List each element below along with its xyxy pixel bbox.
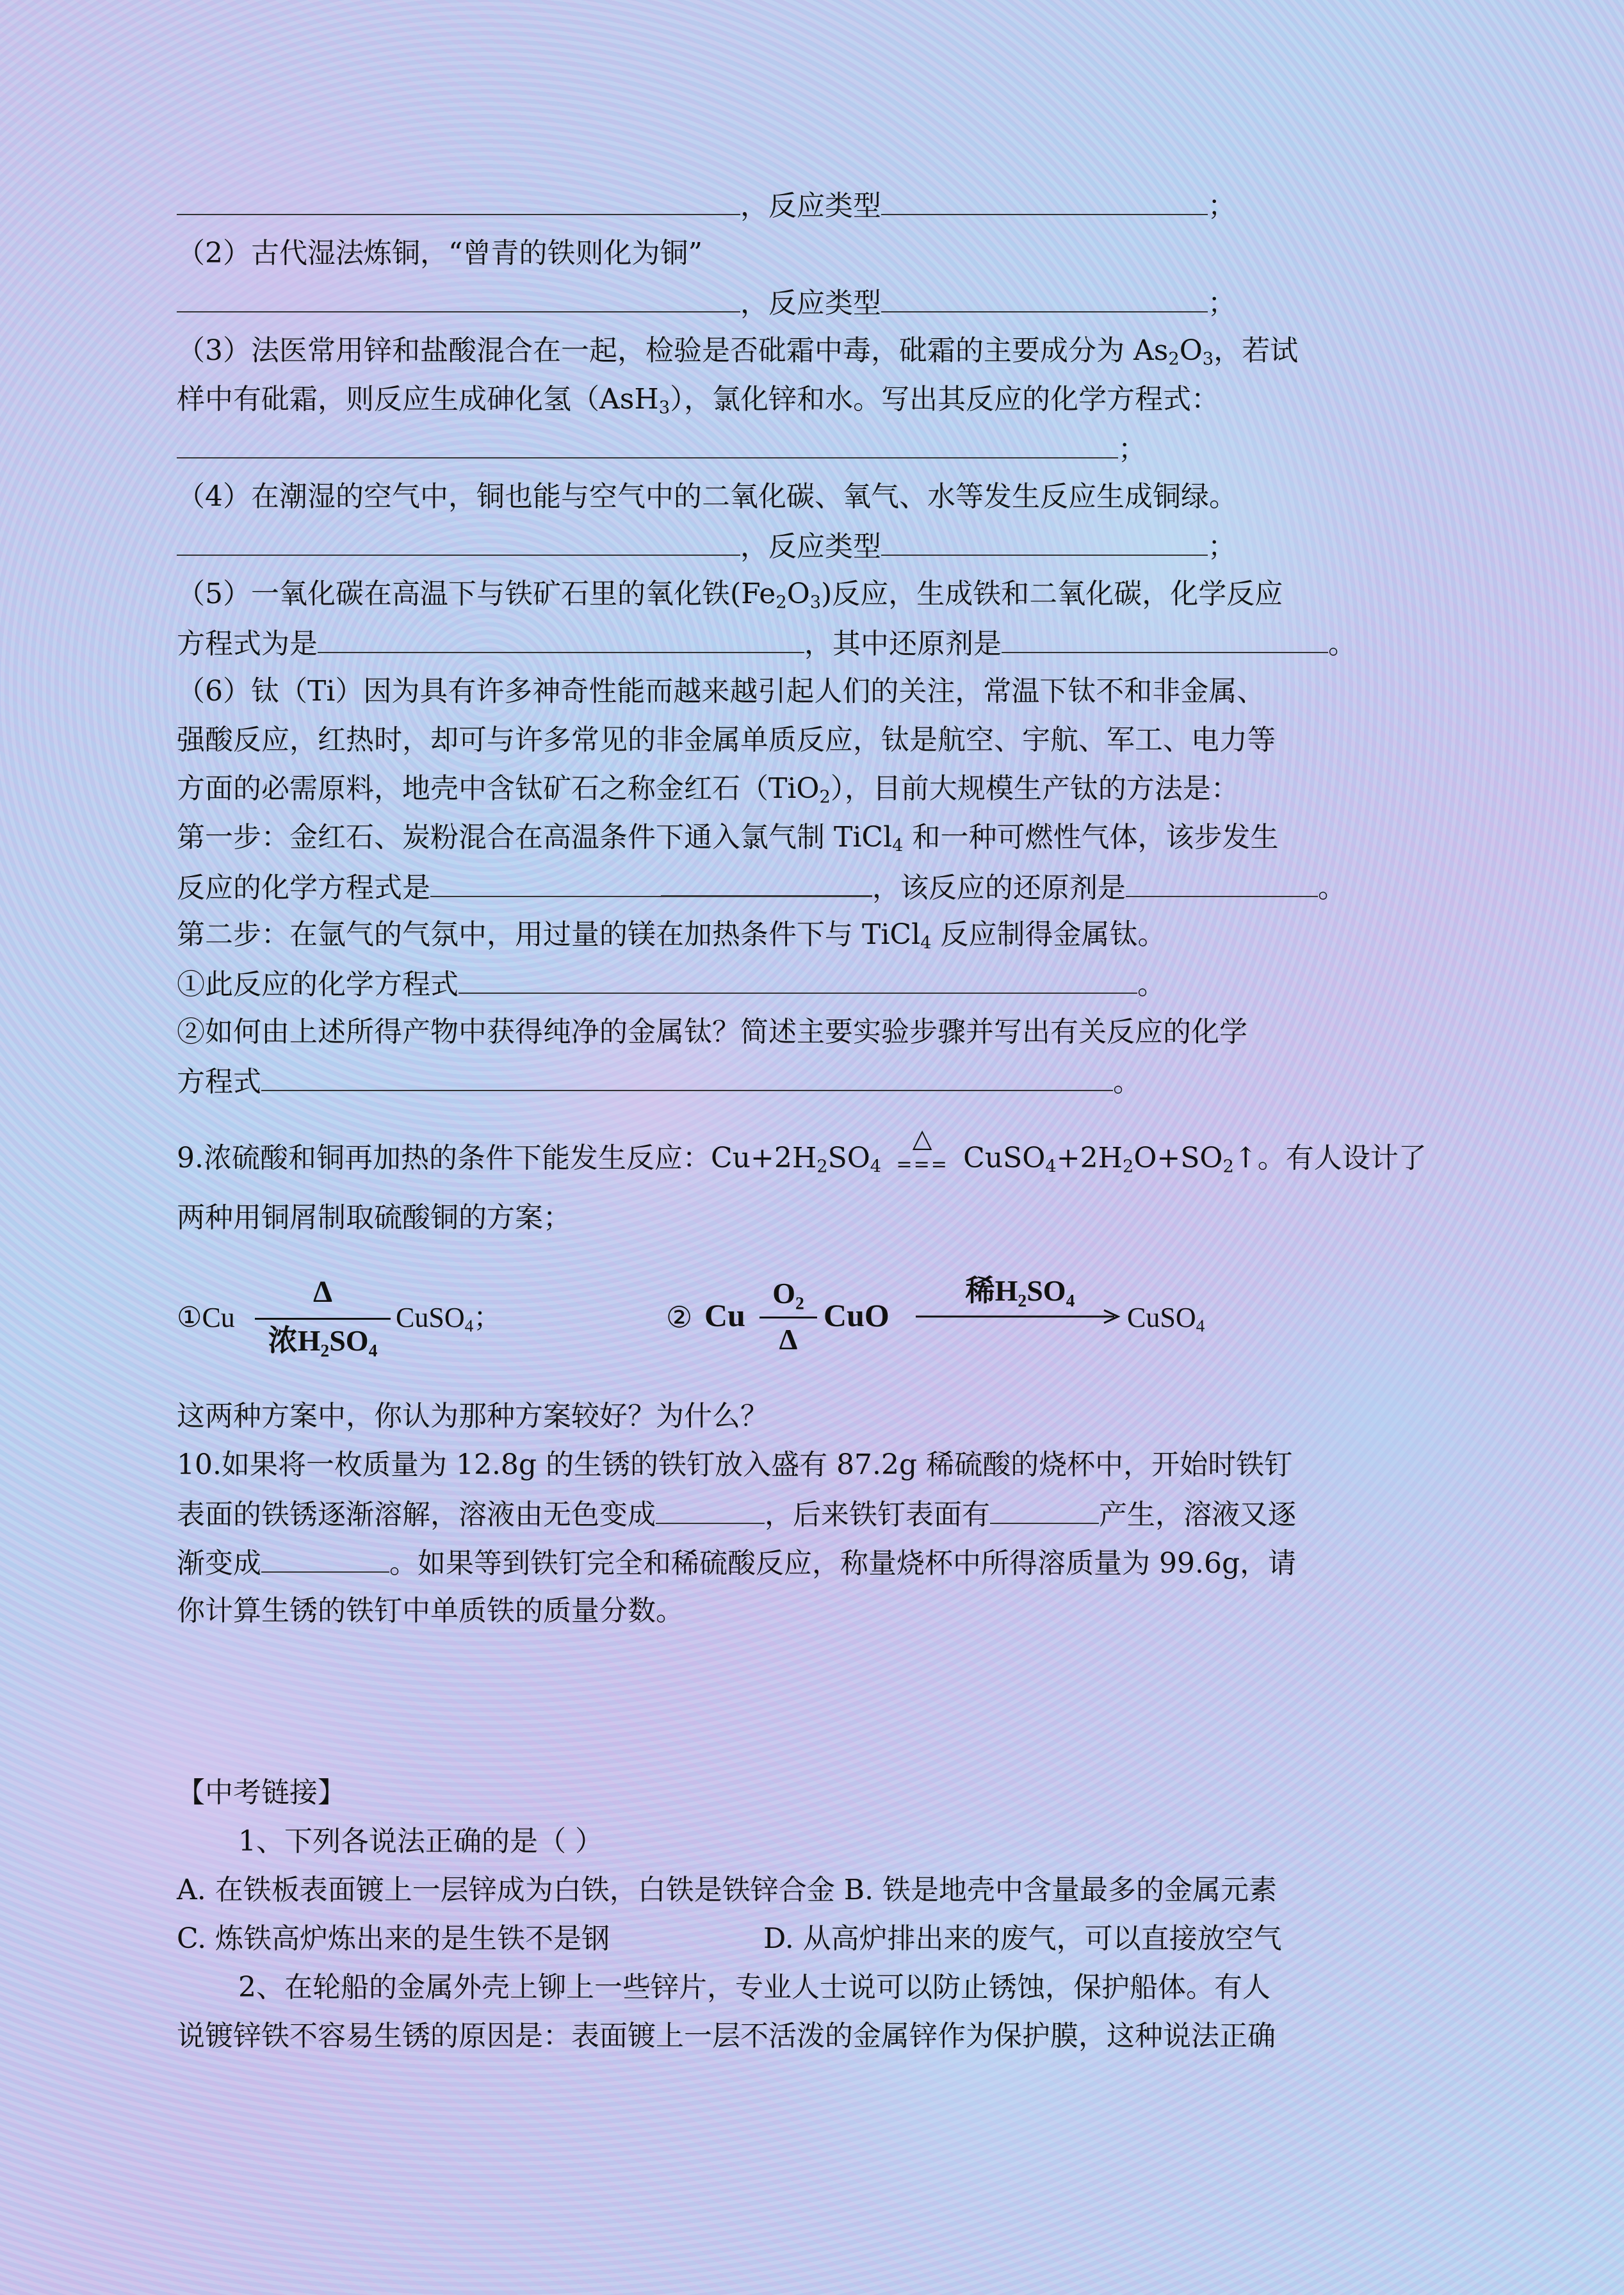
option-d: D. 从高炉排出来的废气，可以直接放空气 <box>763 1922 1282 1955</box>
equation-blank[interactable] <box>318 622 804 653</box>
link-question-1: 1、下列各说法正确的是（ ） <box>238 1825 603 1858</box>
step-2-equation: ①此反应的化学方程式 。 <box>177 963 1165 1004</box>
scheme-1-arrow: Δ 浓H₂SO₄ <box>252 1268 393 1370</box>
scheme-2: ② Cu O₂ Δ CuO 稀H₂SO₄ CuSO$_4$ <box>666 1268 1306 1370</box>
reaction-line <box>255 1318 391 1320</box>
option-a-b: A. 在铁板表面镀上一层锌成为白铁，白铁是铁锌合金 B. 铁是地壳中含量最多的金属元素 <box>177 1874 1278 1906</box>
question-3-text-cont: 样中有砒霜，则反应生成砷化氢（AsH$_3$），氯化锌和水。写出其反应的化学方程式： <box>177 383 1220 418</box>
reducing-agent-blank[interactable] <box>1126 866 1318 897</box>
question-10-text-cont: 表面的铁锈逐渐溶解，溶液由无色变成 ，后来铁钉表面有 产生，溶液又逐 <box>177 1493 1296 1534</box>
heating-condition: △ === <box>896 1123 948 1176</box>
answer-line-1: ，反应类型 ； <box>177 184 1236 225</box>
reaction-type-blank[interactable] <box>881 282 1208 312</box>
color-blank[interactable] <box>656 1493 765 1524</box>
step-2-text: 第二步：在氩气的气氛中，用过量的镁在加热条件下与 TiCl$_4$ 反应制得金属钛。 <box>177 918 1166 953</box>
step-1-text: 第一步：金红石、炭粉混合在高温条件下通入氯气制 TiCl$_4$ 和一种可燃性气体，该步发生 <box>177 821 1279 856</box>
question-6-text: （6）钛（Ti）因为具有许多神奇性能而越来越引起人们的关注，常温下钛不和非金属、 <box>177 675 1265 708</box>
step-2-question: ②如何由上述所得产物中获得纯净的金属钛？简述主要实验步骤并写出有关反应的化学 <box>177 1016 1247 1048</box>
scheme-2-arrow-1: O₂ Δ <box>753 1268 824 1370</box>
question-10-text: 10.如果将一枚质量为 12.8g 的生锈的铁钉放入盛有 87.2g 稀硫酸的烧杯中，开始时铁钉 <box>177 1448 1293 1481</box>
step-2-answer: 方程式 。 <box>177 1060 1141 1101</box>
question-4-text: （4）在潮湿的空气中，铜也能与空气中的二氧化碳、氧气、水等发生反应生成铜绿。 <box>177 480 1237 513</box>
question-3-text: （3）法医常用锌和盐酸混合在一起，检验是否砒霜中毒，砒霜的主要成分为 $As_2O_3$，若试 <box>177 334 1299 369</box>
question-9-ask: 这两种方案中，你认为那种方案较好？为什么？ <box>177 1400 768 1432</box>
answer-line-4: ，反应类型 ； <box>177 525 1236 566</box>
question-5-text: （5）一氧化碳在高温下与铁矿石里的氧化铁$(Fe_2O_3)$反应，生成铁和二氧化碳，化学反应 <box>177 578 1283 613</box>
answer-blank[interactable] <box>261 1060 1113 1091</box>
link-question-2: 2、在轮船的金属外壳上铆上一些锌片，专业人士说可以防止锈蚀，保护船体。有人 <box>238 1971 1271 2004</box>
reaction-type-blank[interactable] <box>881 184 1208 215</box>
section-heading: 【中考链接】 <box>177 1776 346 1809</box>
answer-blank[interactable] <box>177 525 740 556</box>
question-6-text-cont: 方面的必需原料，地壳中含钛矿石之称金红石（TiO$_2$），目前大规模生产钛的方法是： <box>177 772 1239 807</box>
step-1-answer: 反应的化学方程式是 ，该反应的还原剂是 。 <box>177 866 1346 907</box>
question-9-text: 9.浓硫酸和铜再加热的条件下能发生反应：$Cu+2H_2SO_4$ △ === $CuSO_4+2H_2O+SO_2↑$。有人设计了 <box>177 1130 1427 1187</box>
option-c: C. 炼铁高炉炼出来的是生铁不是钢 <box>177 1922 610 1955</box>
equation-blank[interactable] <box>661 866 872 897</box>
question-10-text-cont: 渐变成 。如果等到铁钉完全和稀硫酸反应，称量烧杯中所得溶质量为 99.6g，请 <box>177 1542 1296 1583</box>
reducing-agent-blank[interactable] <box>1002 622 1328 653</box>
equation-blank[interactable] <box>177 428 1118 458</box>
question-2-text: （2）古代湿法炼铜，“曾青的铁则化为铜” <box>177 237 702 270</box>
answer-line-3: ； <box>177 428 1146 469</box>
link-question-2-cont: 说镀锌铁不容易生锈的原因是：表面镀上一层不活泼的金属锌作为保护膜，这种说法正确 <box>177 2020 1276 2052</box>
scheme-2-arrow-2: 稀H₂SO₄ <box>914 1268 1126 1370</box>
reaction-line <box>759 1317 817 1318</box>
question-9-text-cont: 两种用铜屑制取硫酸铜的方案； <box>177 1201 571 1234</box>
answer-blank[interactable] <box>177 282 740 312</box>
color-blank[interactable] <box>261 1542 389 1573</box>
reaction-type-blank[interactable] <box>881 525 1208 556</box>
phenomenon-blank[interactable] <box>990 1493 1099 1524</box>
question-10-text-cont: 你计算生锈的铁钉中单质铁的质量分数。 <box>177 1594 684 1627</box>
reaction-arrow <box>914 1309 1126 1324</box>
question-6-text-cont: 强酸反应，红热时，却可与许多常见的非金属单质反应，钛是航空、宇航、军工、电力等 <box>177 724 1276 756</box>
answer-blank[interactable] <box>177 184 740 215</box>
equation-blank[interactable] <box>430 866 661 897</box>
answer-line-2: ，反应类型 ； <box>177 282 1236 323</box>
equation-blank[interactable] <box>459 963 1137 994</box>
question-5-answer: 方程式为是 ，其中还原剂是 。 <box>177 622 1356 663</box>
